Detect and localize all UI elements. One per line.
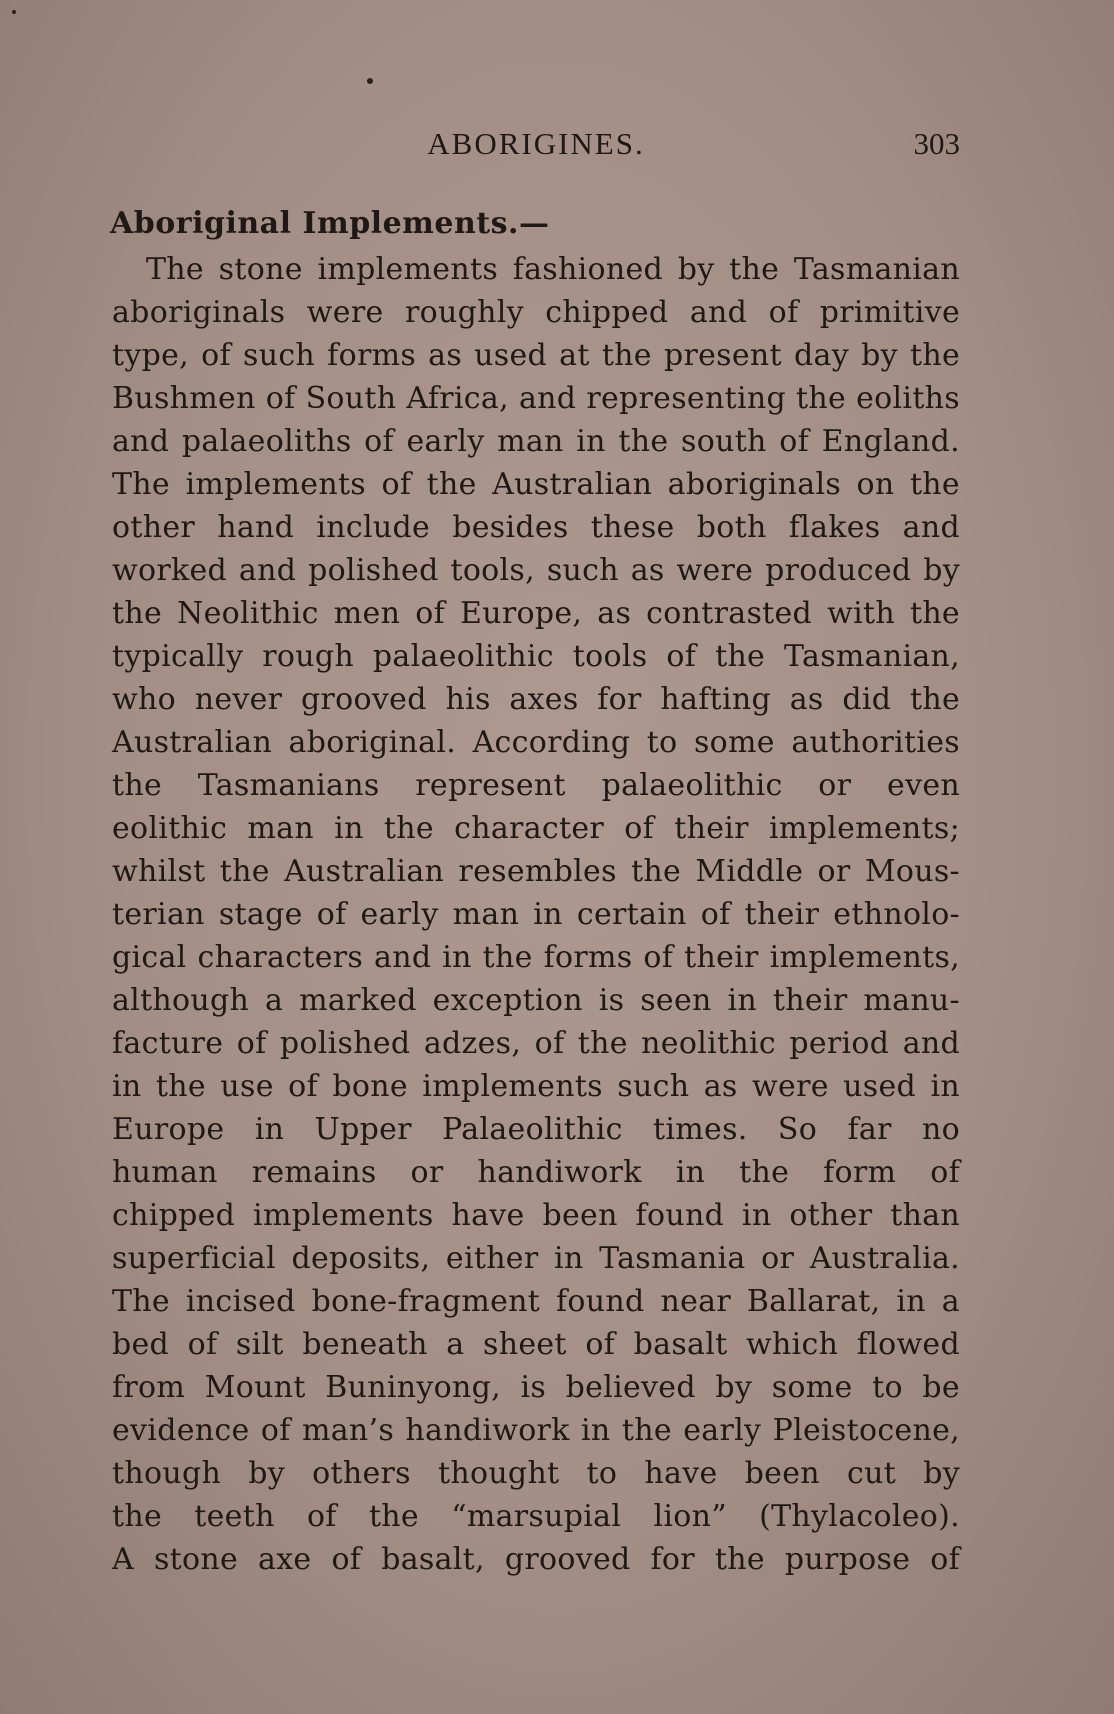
text-line: the teeth of the “marsupial lion” (Thylacoleo).	[112, 1499, 960, 1534]
text-line: evidence of man’s handiwork in the early Pleistocene,	[112, 1413, 960, 1448]
text-line: other hand include besides these both flakes and	[112, 510, 960, 545]
text-line: superficial deposits, either in Tasmania or Australia.	[112, 1241, 960, 1276]
text-line: and palaeoliths of early man in the south of England.	[112, 424, 960, 459]
text-line: eolithic man in the character of their implements;	[112, 811, 960, 846]
page-number: 303	[913, 126, 960, 161]
text-line: The implements of the Australian aboriginals on the	[112, 467, 960, 502]
body-text	[112, 248, 960, 1581]
text-line: The incised bone-fragment found near Ballarat, in a	[112, 1284, 960, 1319]
text-line: facture of polished adzes, of the neolithic period and	[112, 1026, 960, 1061]
ink-speck	[12, 10, 16, 14]
text-line: from Mount Buninyong, is believed by some to be	[112, 1370, 960, 1405]
text-line: A stone axe of basalt, grooved for the purpose of	[112, 1542, 960, 1577]
text-line: Australian aboriginal. According to some authorities	[112, 725, 960, 760]
text-line: Bushmen of South Africa, and representing the eoliths	[112, 381, 960, 416]
running-head: ABORIGINES.	[427, 126, 645, 161]
text-line: bed of silt beneath a sheet of basalt which flowed	[112, 1327, 960, 1362]
text-line: human remains or handiwork in the form of	[112, 1155, 960, 1190]
text-line: terian stage of early man in certain of their ethnolo-	[112, 897, 960, 932]
text-line: chipped implements have been found in other than	[112, 1198, 960, 1233]
text-line: The stone implements fashioned by the Tasmanian	[146, 252, 960, 287]
text-line: the Neolithic men of Europe, as contrasted with the	[112, 596, 960, 631]
text-line: in the use of bone implements such as were used in	[112, 1069, 960, 1104]
text-line: though by others thought to have been cut by	[112, 1456, 960, 1491]
text-line: typically rough palaeolithic tools of the Tasmanian,	[112, 639, 960, 674]
text-line: type, of such forms as used at the present day by the	[112, 338, 960, 373]
ink-speck	[367, 78, 373, 84]
section-heading: Aboriginal Implements.—	[110, 206, 550, 241]
text-line: worked and polished tools, such as were produced by	[112, 553, 960, 588]
page-header	[112, 122, 960, 170]
text-line: although a marked exception is seen in their manu-	[112, 983, 960, 1018]
text-line: Europe in Upper Palaeolithic times. So far no	[112, 1112, 960, 1147]
text-line: whilst the Australian resembles the Middle or Mous-	[112, 854, 960, 889]
text-line: aboriginals were roughly chipped and of primitive	[112, 295, 960, 330]
text-line: gical characters and in the forms of their implements,	[112, 940, 960, 975]
text-line: who never grooved his axes for hafting as did the	[112, 682, 960, 717]
text-line: the Tasmanians represent palaeolithic or even	[112, 768, 960, 803]
